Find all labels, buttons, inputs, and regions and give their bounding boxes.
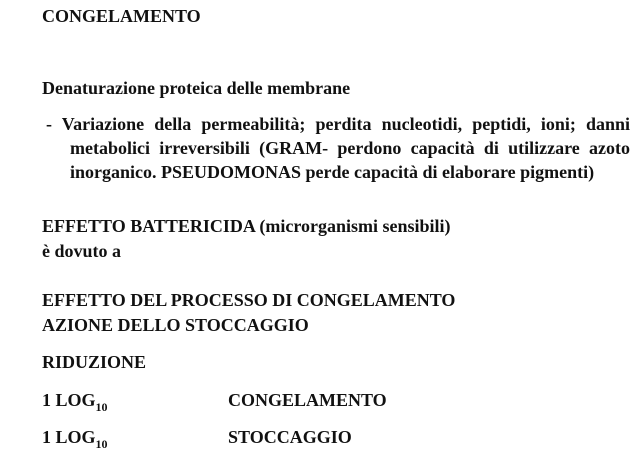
reduction-row bbox=[42, 389, 387, 418]
log-value: 1 $LOG_{10}$ bbox=[42, 390, 108, 414]
log-label: STOCCAGGIO bbox=[228, 427, 352, 447]
subheading: Denaturazione proteica delle membrane bbox=[42, 78, 351, 98]
effect-heading: EFFETTO BATTERICIDA (microrganismi sensibili) bbox=[42, 216, 451, 236]
reduction-heading: RIDUZIONE bbox=[42, 352, 147, 372]
effect-subline: è dovuto a bbox=[42, 241, 122, 261]
log-label: CONGELAMENTO bbox=[228, 390, 387, 410]
storage-heading: AZIONE DELLO STOCCAGGIO bbox=[42, 315, 309, 335]
bullet-paragraph: - Variazione della permeabilità; perdita nucleotidi, peptidi, ioni; danni metabolici irreversibili (GRAM- perdono capacità di utilizzare azoto inorganico. PSEUDOMONAS perde capacità di elaborare pigmenti) bbox=[46, 114, 630, 182]
process-heading: EFFETTO DEL PROCESSO DI CONGELAMENTO bbox=[42, 290, 456, 310]
reduction-row bbox=[42, 426, 352, 455]
page-title: CONGELAMENTO bbox=[42, 6, 201, 26]
log-value: 1 $LOG_{10}$ bbox=[42, 427, 108, 451]
